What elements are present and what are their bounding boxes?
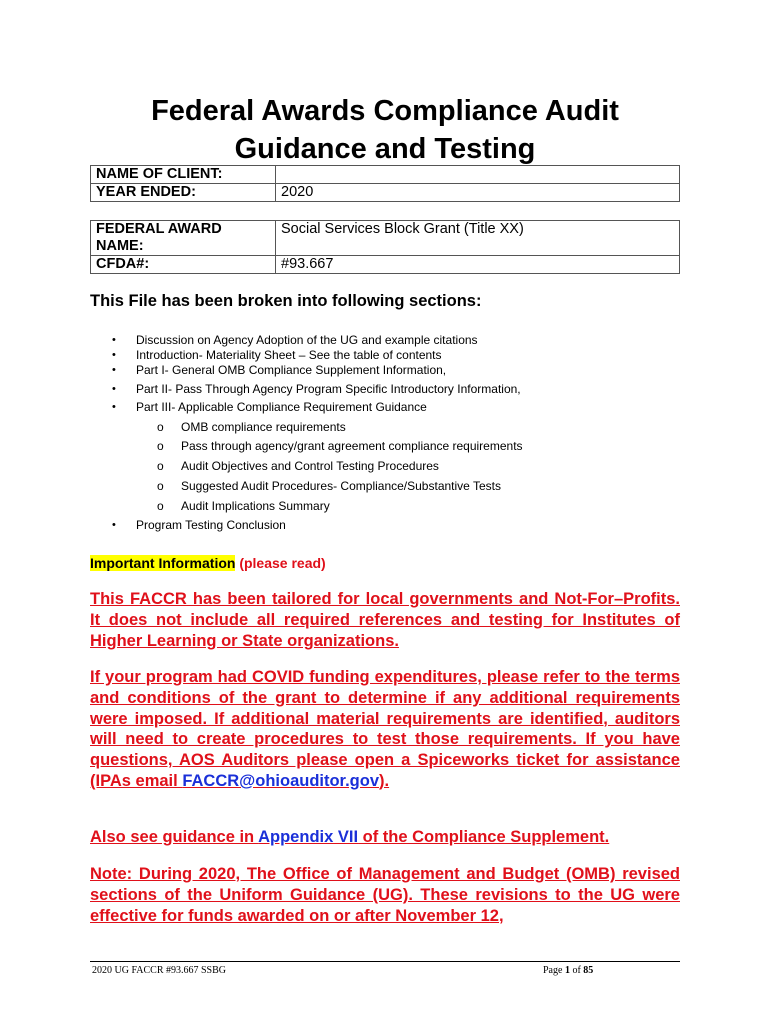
sub-bullet-icon: o <box>157 439 164 453</box>
bullet-icon: • <box>112 519 116 531</box>
cfda-value: #93.667 <box>276 256 680 274</box>
footer-divider <box>90 961 680 962</box>
award-name-label <box>91 221 276 256</box>
sub-bullet-icon: o <box>157 499 164 513</box>
document-page: Federal Awards Compliance Audit Guidance and Testing NAME OF CLIENT: YEAR ENDED: 2020 FEDERAL AWARD NAME: Social Services Block Grant (Title XX) CFDA#: #93.667 This File has been broken into following sections: • Discussion on Agency Adoption of the UG and example citations • Introduction- Materiality Sheet – See the table of contents • Part I- General OMB Compliance Supplement Information, • Part II- Pass Through Agency Program Specific Introductory Information, • Part III- Applicable Compliance Requirement Guidance o OMB compliance requirements o Pass through agency/grant agreement compliance requirements o Audit Objectives and Control Testing Procedures o Suggested Audit Procedures- Compliance/Substantive Tests o Audit Implications Summary • Program Testing Conclusion Important Information (please read) This FACCR has been tailored for local governments and Not-For–Profits. It does not include all required references and testing for Institutes of Higher Learning or State organizations. If your program had COVID funding expenditures, please refer to the terms and conditions of the grant to determine if any additional requirements were imposed. If additional material requirements are identified, auditors will need to create procedures to test those requirements. If you have questions, AOS Auditors please open a Spiceworks ticket for assistance (IPAs email FACCR@ohioauditor.gov). Also see guidance in Appendix VII of the Compliance Supplement. Note: During 2020, The Office of Management and Budget (OMB) revised sections of the Uniform Guidance (UG). These revisions to the UG were effective for funds awarded on or after November 12, 2020 UG FACCR #93.667 SSBG Page 1 of 85 <box>0 0 770 1024</box>
title-line-1: Federal Awards Compliance Audit <box>151 95 619 127</box>
document-title <box>90 92 680 168</box>
faccr-email-link[interactable]: FACCR@ohioauditor.gov <box>182 771 379 790</box>
omb-revision-note: Note: During 2020, The Office of Management and Budget (OMB) revised sections of the Uniform Guidance (UG). These revisions to the UG were effective for funds awarded on or after November 12, <box>90 865 680 925</box>
table-row <box>91 221 680 256</box>
cfda-label: CFDA#: <box>91 256 276 274</box>
award-info-table <box>90 220 680 274</box>
footer-page-number: Page 1 of 85 <box>543 965 594 976</box>
title-line-2: Guidance and Testing <box>234 133 536 165</box>
bullet-icon: • <box>112 349 116 361</box>
sub-bullet-icon: o <box>157 459 164 473</box>
table-row <box>91 184 680 202</box>
year-ended-label: YEAR ENDED: <box>91 184 276 202</box>
bullet-icon: • <box>112 401 116 413</box>
sub-bullet-icon: o <box>157 420 164 434</box>
important-label: Important Information <box>90 555 236 571</box>
sections-heading: This File has been broken into following sections: <box>90 292 482 310</box>
table-row <box>91 166 680 184</box>
covid-notice: If your program had COVID funding expenditures, please refer to the terms and conditions of the grant to determine if any additional requirements were imposed. If additional material requirements are identified, auditors will need to create procedures to test those requirements. If you have questions, AOS Auditors please open a Spiceworks ticket for assistance (IPAs email FACCR@ohioauditor.gov). <box>90 668 680 790</box>
please-read-note: (please read) <box>235 555 326 571</box>
client-name-label: NAME OF CLIENT: <box>91 166 276 184</box>
sub-bullet-icon: o <box>157 479 164 493</box>
client-info-table <box>90 165 680 202</box>
award-name-value: Social Services Block Grant (Title XX) <box>276 221 680 256</box>
award-label-line-2: NAME: <box>96 238 144 254</box>
important-info-heading <box>90 555 326 571</box>
appendix-vii-link[interactable]: Appendix VII <box>258 828 359 846</box>
award-label-line-1: FEDERAL AWARD <box>96 221 222 237</box>
year-ended-value: 2020 <box>276 184 680 202</box>
table-row <box>91 256 680 274</box>
bullet-icon: • <box>112 364 116 376</box>
bullet-icon: • <box>112 334 116 346</box>
client-name-value <box>276 166 680 184</box>
bullet-icon: • <box>112 383 116 395</box>
footer-doc-id: 2020 UG FACCR #93.667 SSBG <box>92 965 227 976</box>
appendix-notice: Also see guidance in Appendix VII of the Compliance Supplement. <box>90 828 610 846</box>
tailored-notice: This FACCR has been tailored for local governments and Not-For–Profits. It does not include all required references and testing for Institutes of Higher Learning or State organizations. <box>90 590 680 650</box>
